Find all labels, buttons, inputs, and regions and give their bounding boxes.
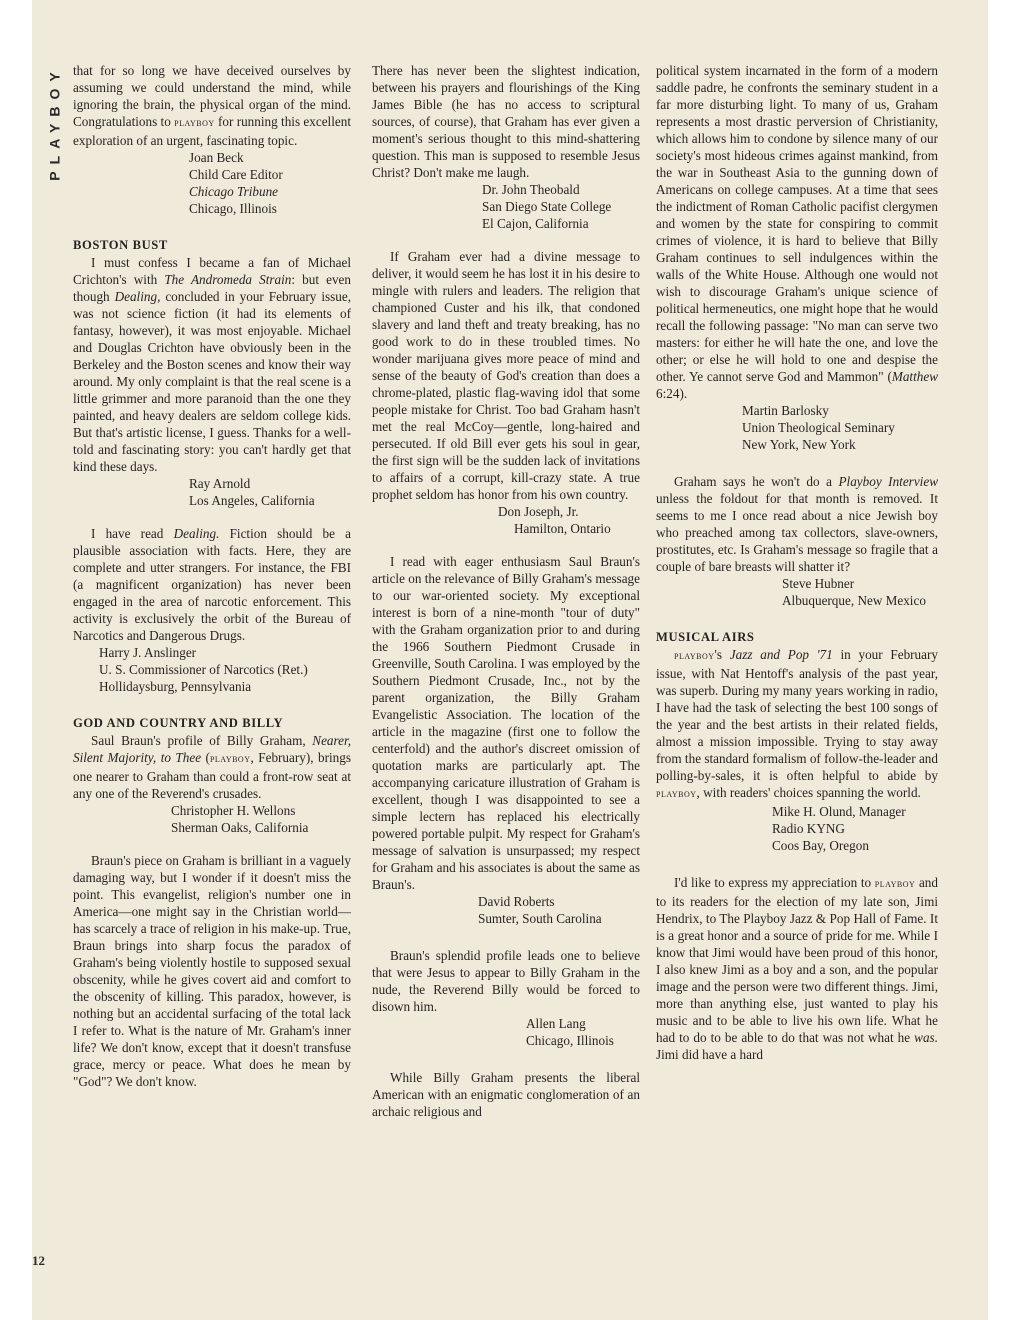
signature-location: El Cajon, California <box>482 216 589 231</box>
signature-name: Harry J. Anslinger <box>99 645 197 660</box>
page-number: 12 <box>32 1253 45 1268</box>
letter-anslinger-text: I have read Dealing. Fiction should be a plausible association with facts. Here, they are complete and utter strangers. For instance, the FBI (a magnificent organization) has never been engaged in the area of narcotic enforcement. This activity is exclusively the orbit of the Bureau of Narcotics and Dangerous Drugs. <box>73 526 351 643</box>
signature-barlosky <box>656 402 938 453</box>
column-2 <box>372 62 640 1120</box>
signature-anslinger <box>73 644 351 695</box>
signature-name: Allen Lang <box>526 1016 586 1031</box>
playboy-logo-vertical <box>42 58 68 188</box>
signature-title: U. S. Commissioner of Narcotics (Ret.) <box>99 662 308 677</box>
letter-roberts-text: I read with eager enthusiasm Saul Braun's article on the relevance of Billy Graham's message to our war-oriented society. My exceptional interest is born of a nine-month "tour of duty" with the Graham organization prior to and during the 1966 Southern Piedmont Crusade in Greenville, South Carolina. I was employed by the Southern Piedmont Crusade, Inc., not by the parent organization, the Billy Graham Evangelistic Association. The location of the article in the magazine (first one to follow the centerfold) and the author's discreet omission of quotation marks are particularly apt. The accompanying caricature illustration of Graham is excellent, though I was disappointed to see a simple lectern has replaced his electrically powered portable pulpit. My respect for Graham's message of salvation is unsurpassed; my respect for Graham and his associates is about the same as Braun's. <box>372 554 640 892</box>
column-1 <box>73 62 351 1090</box>
signature-publication: Chicago Tribune <box>189 184 279 199</box>
signature-location: Chicago, Illinois <box>189 201 277 216</box>
signature-name: Mike H. Olund, Manager <box>772 804 906 819</box>
signature-station: Radio KYNG <box>772 821 845 836</box>
signature-wellons <box>73 802 351 836</box>
signature-name: David Roberts <box>478 894 555 909</box>
letter-hubner-text: Graham says he won't do a Playboy Interview unless the foldout for that month is removed. It seems to me I once read about a nice Jewish boy who preached among tax collectors, slave-owners, prostitutes, etc. Is Graham's message so fragile that a couple of bare breasts will shatter it? <box>656 474 938 574</box>
signature-location: Sumter, South Carolina <box>478 911 602 926</box>
signature-lang <box>372 1015 640 1049</box>
signature-name: Dr. John Theobald <box>482 182 580 197</box>
signature-olund <box>656 803 938 854</box>
signature-joseph <box>372 503 640 537</box>
signature-name: Christopher H. Wellons <box>171 803 296 818</box>
signature-location: Albuquerque, New Mexico <box>782 593 926 608</box>
signature-theobald <box>372 181 640 232</box>
section-heading-god-and-country: GOD AND COUNTRY AND BILLY <box>73 716 284 730</box>
letter-beck-text: that for so long we have deceived ourselves by assuming we could understand the mind, while ignoring the brain, the physical organ of the mind. Congratulations to playboy for running this excellent exploration of an urgent, fascinating topic. <box>73 63 351 148</box>
signature-location: Chicago, Illinois <box>526 1033 614 1048</box>
signature-arnold <box>73 475 351 509</box>
signature-location: Hollidaysburg, Pennsylvania <box>99 679 252 694</box>
logo-text: PLAYBOY <box>47 65 64 181</box>
letter-barlosky-text-end: political system incarnated in the form of a modern saddle padre, he confronts the seminary student in a far more disturbing light. To many of us, Graham represents a most drastic perversion of Christianity, which allows him to condone by silence many of our society's most hideous crimes against mankind, from the war in Southeast Asia to the gunning down of Americans on college campuses. At a time that sees the indictment of Roman Catholic pacifist clergymen and women by the state for conspiring to commit crimes of violence, it is hard to believe that Billy Graham continues to sell indulgences within the walls of the White House. Although one would not wish to discourage Graham's unique science of political hermeneutics, one might hope that he would recall the following passage: "No man can serve two masters: for either he will hate the one, and love the other; or else he will hold to one and despise the other. Ye cannot serve God and Mammon" (Matthew 6:24). <box>656 63 938 401</box>
letter-theobald-text-start: Braun's piece on Graham is brilliant in a vaguely damaging way, but I wonder if it doesn't miss the point. This evangelist, religion's number one in America—one might say in the Christian world—has scarcely a trace of religion in his make-up. True, Braun brings into sharp focus the paradox of Graham's being violently hostile to supposed sexual obscenity, while he gives covert aid and comfort to the obscenity of killing. This paradox, however, is nothing but an accidental surfacing of the total lack I refer to. What is the nature of Mr. Graham's inner life? We don't know, except that it doesn't transfuse grace, mercy or peace. What does he mean by "God"? We don't know. <box>73 853 351 1089</box>
letter-wellons-text: Saul Braun's profile of Billy Graham, Nearer, Silent Majority, to Thee (playboy, February), brings one nearer to Graham than could a front-row seat at any one of the Reverend's crusades. <box>73 733 351 801</box>
signature-title: Child Care Editor <box>189 167 283 182</box>
section-heading-musical-airs: MUSICAL AIRS <box>656 630 755 644</box>
letter-joseph-text: If Graham ever had a divine message to deliver, it would seem he has lost it in his desire to mingle with rulers and leaders. The religion that championed Custer and his ilk, that condoned slavery and land theft and treaty breaking, has no good work to do in these troubled times. No wonder marijuana gives more peace of mind and sense of the beauty of God's creation than does a chrome-plated, plastic flag-waving idol that some people mistake for Christ. Too bad Graham hasn't met the real McCoy—gentle, long-haired and persecuted. If old Bill ever gets his soul in gear, the first sign will be the sudden lack of invitations to affairs of a corrupt, kill-crazy state. A true prophet seldom has honor from his own country. <box>372 249 640 502</box>
signature-roberts <box>372 893 640 927</box>
signature-location: Coos Bay, Oregon <box>772 838 869 853</box>
signature-name: Steve Hubner <box>782 576 855 591</box>
signature-name: Martin Barlosky <box>742 403 829 418</box>
letter-hendrix-text: I'd like to express my appreciation to playboy and to its readers for the election of my late son, Jimi Hendrix, to The Playboy Jazz & Pop Hall of Fame. It is a great honor and a source of pride for me. While I know that Jimi would have been proud of this honor, I also knew Jimi as a boy and a son, and the popular image and the person were two different things. Jimi, more than anything else, just wanted to play his music and to be able to live his own life. What he had to do to be able to do that was not what he was. Jimi did have a hard <box>656 875 938 1062</box>
letter-arnold-text: I must confess I became a fan of Michael Crichton's with The Andromeda Strain: but even though Dealing, concluded in your February issue, was not science fiction (it had its elements of fantasy, however), it was most enjoyable. Michael and Douglas Crichton have obviously been in the Berkeley and the Boston scenes and know their way around. My only complaint is that the real scene is a little grimmer and more paranoid than the one they painted, and heavy dealers are seldom college kids. But that's artistic license, I guess. Thanks for a well-told and fascinating story: you can't hardly get that kind these days. <box>73 255 351 474</box>
letter-theobald-text-end: There has never been the slightest indication, between his prayers and flourishings of the King James Bible (he has no access to scriptural sources, of course), that Graham has ever given a moment's serious thought to this mind-shattering question. This man is supposed to resemble Jesus Christ? Don't make me laugh. <box>372 63 640 180</box>
signature-location: Sherman Oaks, California <box>171 820 309 835</box>
signature-name: Joan Beck <box>189 150 244 165</box>
letter-barlosky-text-start: While Billy Graham presents the liberal American with an enigmatic conglomeration of an archaic religious and <box>372 1070 640 1119</box>
signature-beck <box>73 149 351 217</box>
signature-location: Los Angeles, California <box>189 493 315 508</box>
signature-institution: San Diego State College <box>482 199 612 214</box>
signature-hubner <box>656 575 938 609</box>
magazine-page <box>32 0 988 1320</box>
section-heading-boston-bust: BOSTON BUST <box>73 238 168 252</box>
signature-institution: Union Theological Seminary <box>742 420 895 435</box>
signature-name: Don Joseph, Jr. <box>498 504 579 519</box>
signature-location: New York, New York <box>742 437 856 452</box>
letter-lang-text: Braun's splendid profile leads one to believe that were Jesus to appear to Billy Graham in the nude, the Reverend Billy would be forced to disown him. <box>372 948 640 1014</box>
signature-name: Ray Arnold <box>189 476 251 491</box>
letter-olund-text: playboy's Jazz and Pop '71 in your February issue, with Nat Hentoff's analysis of the past year, was superb. During my many years working in radio, I have had the task of selecting the best 100 songs of the year and the best artists in their related fields, almost a mission impossible. Trying to stay away from the standard formalism of follow-the-leader and polling-by-sales, it is often helpful to abide by playboy, with readers' choices spanning the world. <box>656 647 938 800</box>
signature-location: Hamilton, Ontario <box>514 521 611 536</box>
column-3 <box>656 62 938 1063</box>
